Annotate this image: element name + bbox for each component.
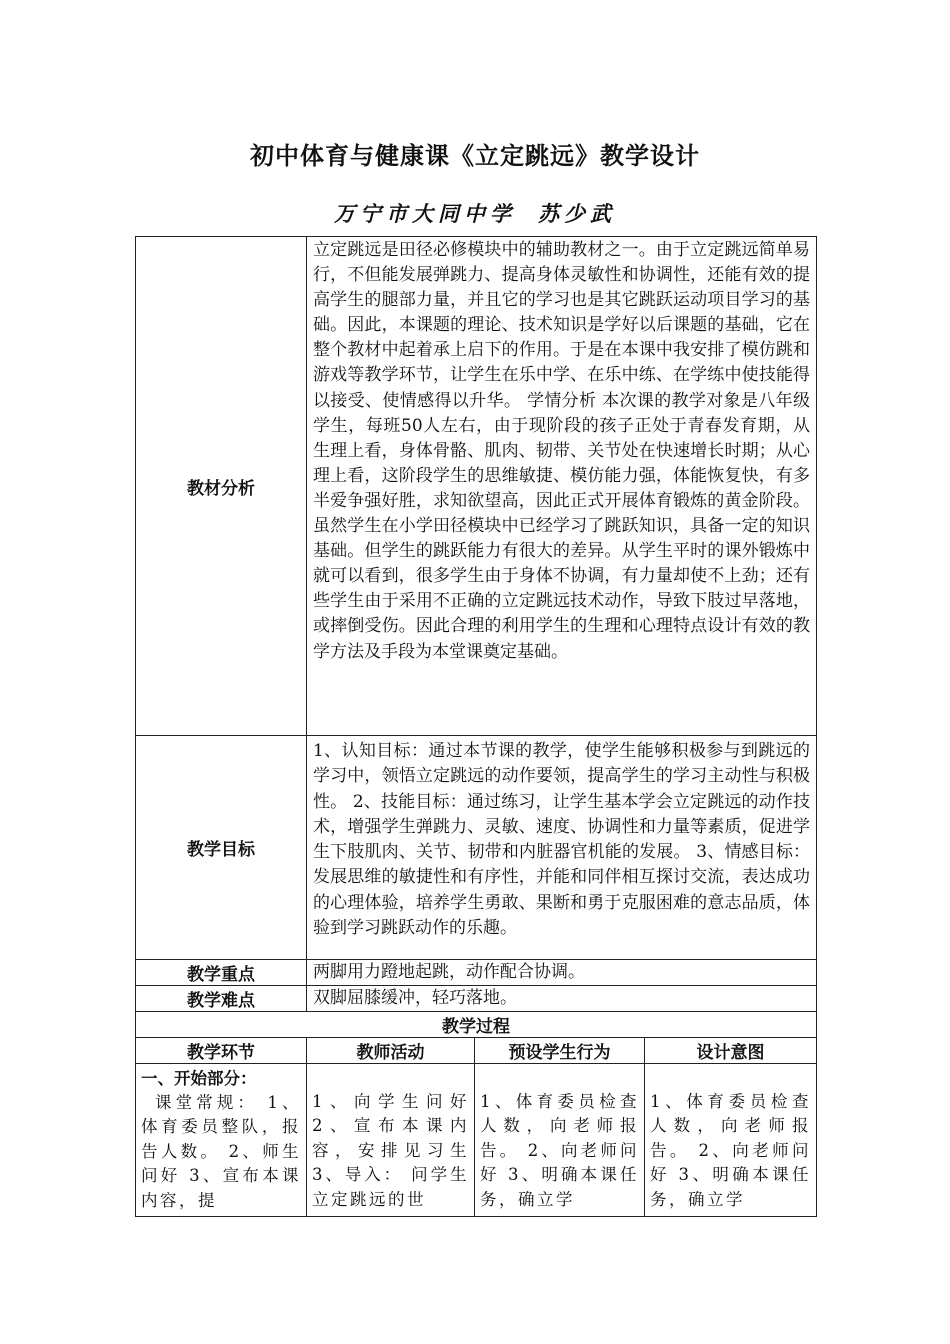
school-name: 万宁市大同中学 [334,201,516,226]
difficulty-row [136,986,817,1012]
difficulty-label: 教学难点 [136,986,307,1012]
focus-row [136,960,817,986]
difficulty-text: 双脚屈膝缓冲，轻巧落地。 [307,986,817,1012]
student-text: 1、体育委员检查人数，向老师报告。 2、向老师问好 3、明确本课任务，确立学 [480,1092,639,1209]
column-student: 预设学生行为 [475,1038,645,1064]
focus-text: 两脚用力蹬地起跳，动作配合协调。 [307,960,817,986]
intent-text: 1、体育委员检查人数，向老师报告。 2、向老师问好 3、明确本课任务，确立学 [650,1092,812,1209]
column-stage: 教学环节 [136,1038,307,1064]
section-title: 一、开始部分： [141,1069,257,1088]
goals-label: 教学目标 [136,736,307,960]
author-name: 苏少武 [538,201,616,226]
document-title: 初中体育与健康课《立定跳远》教学设计 [250,142,700,170]
intent-cell [645,1064,817,1217]
focus-label: 教学重点 [136,960,307,986]
teacher-text: 1、向学生问好 2、宣布本课内容，安排见习生 3、导入： 问学生立定跳远的世 [312,1092,469,1209]
process-header-row [136,1038,817,1064]
process-row [136,1064,817,1217]
process-title: 教学过程 [136,1012,817,1038]
analysis-label: 教材分析 [136,237,307,736]
column-teacher: 教师活动 [307,1038,475,1064]
student-cell [475,1064,645,1217]
goals-text: 1、认知目标：通过本节课的教学，使学生能够积极参与到跳远的学习中，领悟立定跳远的动作要领，提高学生的学习主动性与积极性。 2、技能目标：通过练习，让学生基本学会立定跳远的动作技术，增强学生弹跳力、灵敏、速度、协调性和力量等素质，促进学生下肢肌肉、关节、韧带和内脏器官机能的发展。 3、情感目标：发展思维的敏捷性和有序性，并能和同伴相互探讨交流，表达成功的心理体验，培养学生勇敢、果断和勇于克服困难的意志品质，体验到学习跳跃动作的乐趣。 [307,736,817,960]
stage-cell [136,1064,307,1217]
goals-row [136,736,817,960]
lesson-plan-table [135,236,817,1217]
analysis-text: 立定跳远是田径必修模块中的辅助教材之一。由于立定跳远简单易行，不但能发展弹跳力、提高身体灵敏性和协调性，还能有效的提高学生的腿部力量，并且它的学习也是其它跳跃运动项目学习的基础。因此，本课题的理论、技术知识是学好以后课题的基础，它在整个教材中起着承上启下的作用。于是在本课中我安排了模仿跳和游戏等教学环节，让学生在乐中学、在乐中练、在学练中使技能得以接受、使情感得以升华。 学情分析 本次课的教学对象是八年级学生，每班50人左右，由于现阶段的孩子正处于青春发育期，从生理上看，身体骨骼、肌肉、韧带、关节处在快速增长时期；从心理上看，这阶段学生的思维敏捷、模仿能力强，体能恢复快，有多半爱争强好胜，求知欲望高，因此正式开展体育锻炼的黄金阶段。虽然学生在小学田径模块中已经学习了跳跃知识，具备一定的知识基础。但学生的跳跃能力有很大的差异。从学生平时的课外锻炼中就可以看到，很多学生由于身体不协调，有力量却使不上劲；还有些学生由于采用不正确的立定跳远技术动作，导致下肢过早落地，或摔倒受伤。因此合理的利用学生的生理和心理特点设计有效的教学方法及手段为本堂课奠定基础。 [307,237,817,736]
process-title-row [136,1012,817,1038]
column-intent: 设计意图 [645,1038,817,1064]
analysis-row [136,237,817,736]
teacher-cell [307,1064,475,1217]
stage-text: 课堂常规： 1、体育委员整队，报告人数。 2、师生问好 3、宣布本课内容，提 [141,1093,301,1210]
author-line [0,198,950,228]
